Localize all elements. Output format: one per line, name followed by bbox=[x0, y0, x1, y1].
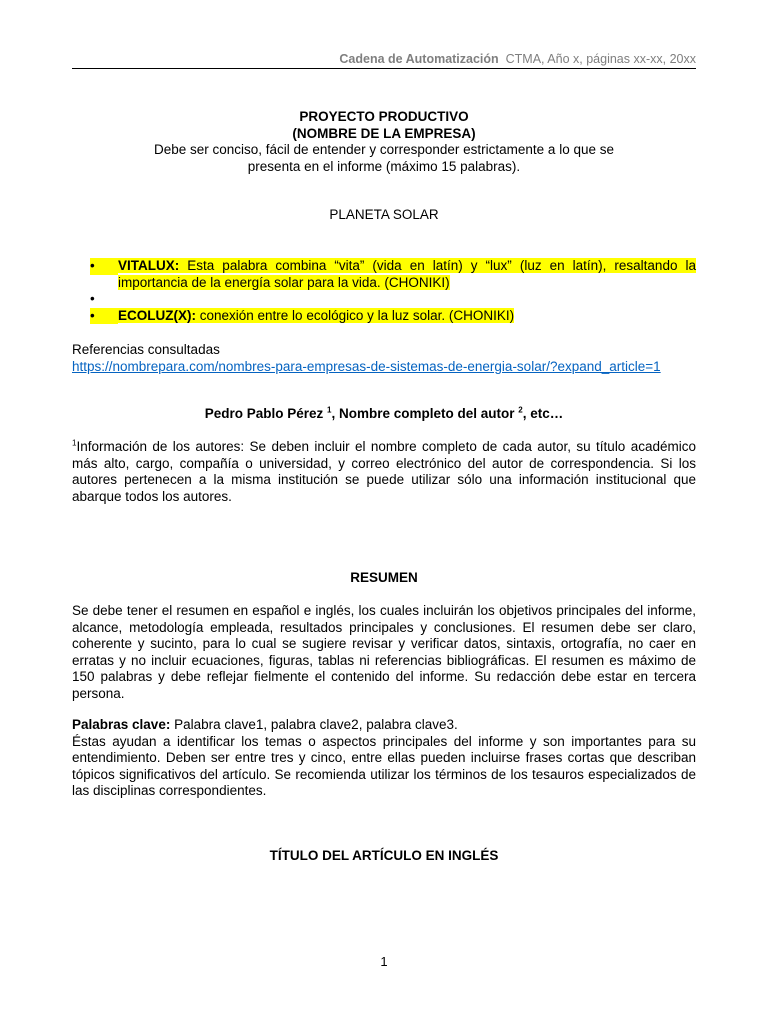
title-instructions-line2: presenta en el informe (máximo 15 palabras). bbox=[247, 158, 521, 174]
abstract-text: Se debe tener el resumen en español e inglés, los cuales incluirán los objetivos principales del informe, alcance, metodología empleada, resultados principales y conclusiones. El resumen debe ser claro, coherente y sucinto, para lo cual se sugiere revisar y verificar datos, sintaxis, ortografía, no caer en erratas y no incluir ecuaciones, figuras, tablas ni referencias bibliográficas. El resumen es máximo de 150 palabras y debe reflejar fielmente el contenido del informe. Su redacción debe estar en tercera persona. bbox=[72, 603, 696, 701]
keywords-values: Palabra clave1, palabra clave2, palabra clave3. bbox=[170, 717, 458, 732]
list-text: Esta palabra combina “vita” (vida en latín) y “lux” (luz en latín), resaltando la importancia de la energía solar para la vida. (CHONIKI) bbox=[118, 258, 696, 290]
english-title-heading: TÍTULO DEL ARTÍCULO EN INGLÉS bbox=[269, 848, 499, 863]
authors-etc: , etc… bbox=[522, 406, 564, 421]
references-label: Referencias consultadas bbox=[72, 342, 220, 357]
reference-link[interactable]: https://nombrepara.com/nombres-para-empresas-de-sistemas-de-energia-solar/?expand_article=1 bbox=[72, 358, 661, 374]
author-1-superscript: 1 bbox=[327, 405, 332, 415]
list-term: VITALUX: bbox=[118, 258, 180, 273]
journal-name: Cadena de Automatización bbox=[339, 52, 499, 66]
company-placeholder: (NOMBRE DE LA EMPRESA) bbox=[292, 125, 476, 141]
keywords-description: Éstas ayudan a identificar los temas o aspectos principales del informe y son importantes para su entendimiento. Deben ser entre tres y cinco, entre ellas pueden incluirse frases cortas que describan tópicos significativos del artículo. Se recomienda utilizar los términos de los tesauros especializados de las disciplinas correspondientes. bbox=[72, 733, 696, 798]
page-number: 1 bbox=[380, 954, 388, 969]
bullet-marker: • bbox=[90, 291, 95, 306]
author-1-name: Pedro Pablo Pérez bbox=[204, 406, 328, 421]
keywords-label: Palabras clave: bbox=[72, 717, 171, 732]
title-instructions-line1: Debe ser conciso, fácil de entender y corresponder estrictamente a lo que se bbox=[153, 142, 614, 157]
bullet-marker: • bbox=[90, 258, 118, 275]
authors-line bbox=[72, 406, 696, 423]
list-item-ecoluz bbox=[90, 308, 696, 325]
bullet-marker: • bbox=[90, 308, 118, 325]
keywords-block bbox=[72, 717, 696, 800]
list-item-empty bbox=[90, 291, 696, 308]
author-info-text: Información de los autores: Se deben incluir el nombre completo de cada autor, su título académico más alto, cargo, compañía o universidad, y correo electrónico del autor de correspondencia. Si los autores pertenecen a la misma institución se puede utilizar sólo una información institucional que abarque todos los autores. bbox=[72, 439, 696, 504]
running-header bbox=[72, 52, 696, 69]
references-block bbox=[72, 342, 696, 375]
company-name: PLANETA SOLAR bbox=[329, 207, 439, 222]
author-2-name: , Nombre completo del autor bbox=[331, 406, 519, 421]
project-title: PROYECTO PRODUCTIVO bbox=[299, 109, 469, 124]
journal-citation: CTMA, Año x, páginas xx-xx, 20xx bbox=[505, 52, 696, 66]
list-text: conexión entre lo ecológico y la luz solar. (CHONIKI) bbox=[196, 307, 515, 323]
abstract-heading: RESUMEN bbox=[350, 570, 418, 585]
author-info-superscript: 1 bbox=[72, 438, 77, 448]
list-item-vitalux bbox=[90, 258, 696, 291]
name-options-list bbox=[90, 258, 696, 324]
author-2-superscript: 2 bbox=[518, 405, 523, 415]
author-info-paragraph bbox=[72, 439, 696, 505]
title-block bbox=[72, 109, 696, 175]
list-term: ECOLUZ(X): bbox=[118, 307, 196, 323]
